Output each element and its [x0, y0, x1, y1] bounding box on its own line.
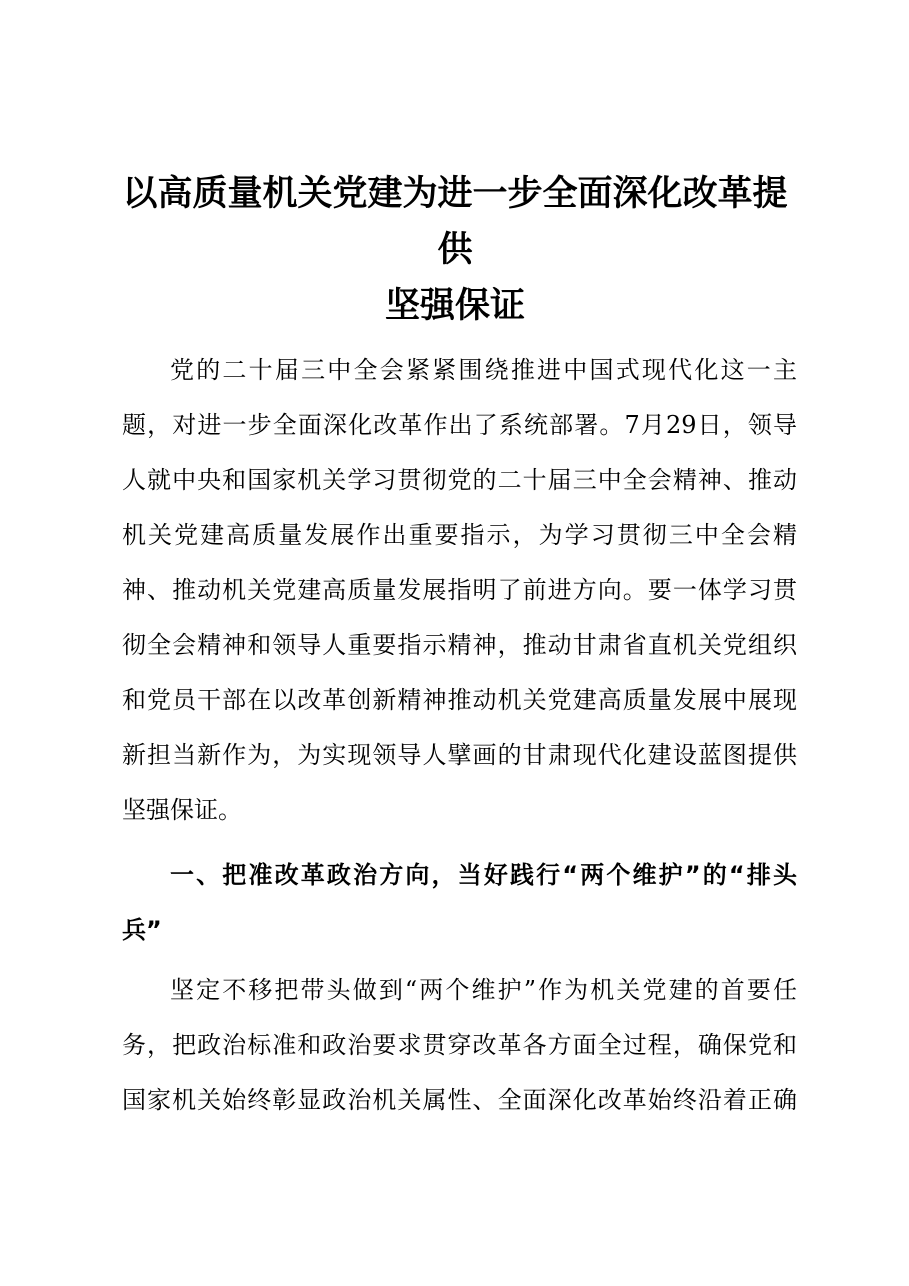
intro-paragraph-line: 神、推动机关党建高质量发展指明了前进方向。要一体学习贯: [122, 576, 797, 604]
intro-paragraph-line: 人就中央和国家机关学习贯彻党的二十届三中全会精神、推动: [122, 466, 797, 494]
title-line-1: 以高质量机关党建为进一步全面深化改革提供: [122, 173, 788, 270]
intro-paragraph-line: 和党员干部在以改革创新精神推动机关党建高质量发展中展现: [122, 686, 797, 714]
section-paragraph-line: 国家机关始终彰显政治机关属性、全面深化改革始终沿着正确: [122, 1086, 797, 1114]
section-heading-line: 兵”: [122, 916, 162, 944]
intro-paragraph-line: 党的二十届三中全会紧紧围绕推进中国式现代化这一主: [170, 356, 797, 384]
intro-paragraph-line: 题，对进一步全面深化改革作出了系统部署。7月29日，领导: [122, 411, 797, 439]
section-paragraph-line: 坚定不移把带头做到“两个维护”作为机关党建的首要任: [170, 976, 797, 1004]
section-paragraph-line: 务，把政治标准和政治要求贯穿改革各方面全过程，确保党和: [122, 1031, 797, 1059]
title-line-2: 坚强保证: [384, 285, 525, 326]
intro-paragraph-line: 彻全会精神和领导人重要指示精神，推动甘肃省直机关党组织: [122, 631, 797, 659]
document-title: [110, 166, 800, 334]
intro-paragraph-line: 新担当新作为，为实现领导人擘画的甘肃现代化建设蓝图提供: [122, 741, 797, 769]
intro-paragraph-line: 坚强保证。: [122, 796, 242, 824]
intro-paragraph-line: 机关党建高质量发展作出重要指示，为学习贯彻三中全会精: [122, 521, 797, 549]
section-heading-line: 一、把准改革政治方向，当好践行“两个维护”的“排头: [170, 861, 797, 889]
